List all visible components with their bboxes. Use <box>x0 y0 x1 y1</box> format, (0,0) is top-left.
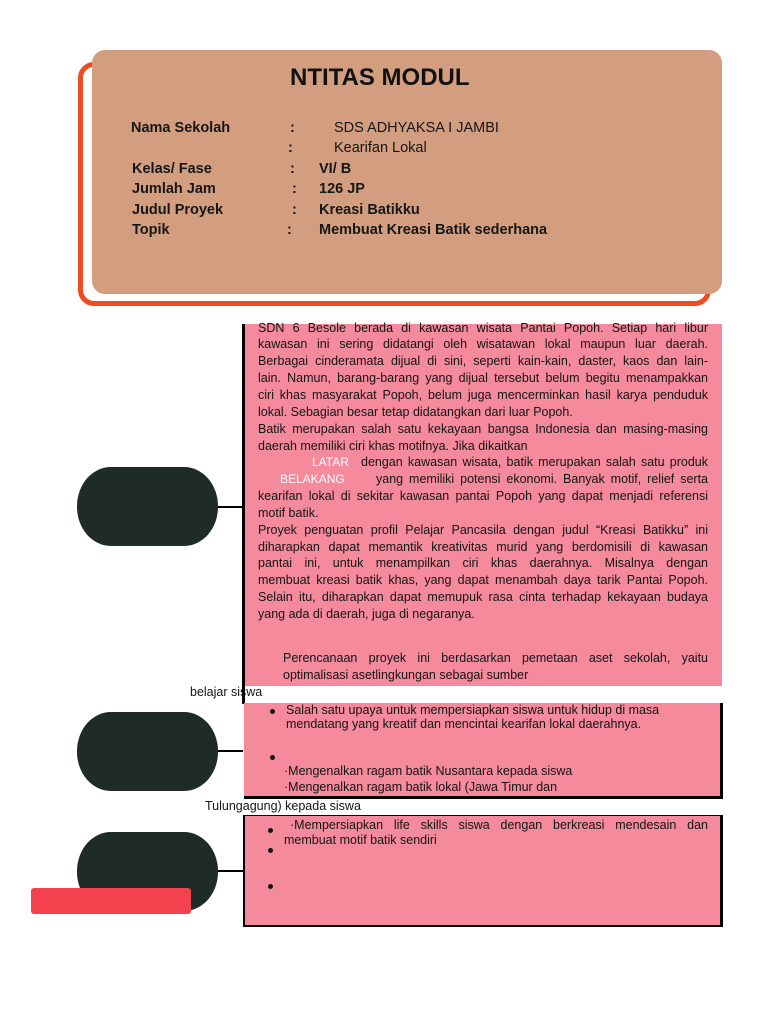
identity-separator: : <box>292 202 297 218</box>
text-line: lokal. Sebagian besar tetap didatangkan dari luar Popoh. <box>258 404 573 419</box>
identity-label: Topik <box>132 222 170 238</box>
identity-value: VI/ B <box>319 161 352 177</box>
panel-left-rule <box>242 324 245 704</box>
text-line <box>258 454 708 471</box>
identity-row-theme <box>92 139 722 157</box>
text-line-content: yang memiliki potensi ekonomi. Banyak motif, relief serta <box>376 472 708 487</box>
module-identity-card <box>92 50 722 294</box>
goal-text-line: mendatang yang kreatif dan mencintai kearifan lokal daerahnya. <box>286 716 642 731</box>
text-line: Proyek penguatan profil Pelajar Pancasila dengan judul “Kreasi Batikku” ini <box>258 522 708 537</box>
skills-text-line: membuat motif batik sendiri <box>284 832 437 847</box>
text-line: pantai ini, untuk menampilkan ciri khas daerahnya. Misalnya dengan <box>258 556 708 571</box>
bullet-icon <box>268 828 273 833</box>
background-text <box>258 320 708 623</box>
text-line: diharapkan dapat memantik kreativitas murid yang berdomisili di kawasan <box>258 539 708 554</box>
text-line: SDN 6 Besole berada di kawasan wisata Pantai Popoh. Setiap hari libur <box>258 320 708 335</box>
bullet-icon <box>270 755 275 760</box>
identity-label: Nama Sekolah <box>131 120 231 136</box>
identity-separator: : <box>292 181 297 197</box>
text-line: yang ada di daerah, juga di negaranya. <box>258 606 475 621</box>
text-line: Berbagai cinderamata dijual di sini, seperti kain-kain, daster, kaos dan lain- <box>258 354 708 369</box>
connector-line <box>218 506 243 508</box>
identity-value: Membuat Kreasi Batik sederhana <box>319 222 548 238</box>
bullet-icon <box>268 848 273 853</box>
identity-value: Kearifan Lokal <box>334 140 427 156</box>
identity-separator: : <box>290 120 295 136</box>
text-line: kearifan lokal di sekitar kawasan pantai Popoh yang dapat menjadi referensi <box>258 489 708 504</box>
identity-value: Kreasi Batikku <box>319 202 420 218</box>
section-label-belakang: BELAKANG <box>280 472 345 487</box>
text-line <box>258 471 708 488</box>
text-line: kawasan ini sering didatangi oleh wisatawan lokal maupun luar daerah. <box>258 337 708 352</box>
identity-separator: : <box>288 140 293 156</box>
module-title: NTITAS MODUL <box>290 64 470 91</box>
identity-row-topic <box>92 221 722 239</box>
text-line: daerah memiliki ciri khas motifnya. Jika dikaitkan <box>258 438 528 453</box>
connector-line <box>218 870 243 872</box>
section-marker-pill <box>77 712 218 791</box>
overflow-text-line: Tulungagung) kepada siswa <box>205 798 361 813</box>
text-line: Perencanaan proyek ini berdasarkan pemetaan aset sekolah, yaitu <box>283 650 708 665</box>
overflow-text-line: belajar siswa <box>190 684 263 699</box>
identity-row-project <box>92 201 722 219</box>
text-line-content: dengan kawasan wisata, batik merupakan salah satu produk <box>361 455 708 470</box>
bullet-icon <box>268 884 273 889</box>
text-line: motif batik. <box>258 505 319 520</box>
goal-text-line: ·Mengenalkan ragam batik lokal (Jawa Timur dan <box>284 779 558 794</box>
identity-value: 126 JP <box>319 181 365 197</box>
identity-row-class <box>92 160 722 178</box>
identity-row-school <box>92 119 722 137</box>
identity-row-hours <box>92 180 722 198</box>
skills-text-line: ·Mempersiapkan life skills siswa dengan berkreasi mendesain dan <box>290 817 708 832</box>
identity-label: Jumlah Jam <box>132 181 216 197</box>
connector-line <box>218 750 243 752</box>
text-line: lain. Namun, barang-barang yang dijual tersebut belum begitu menampakkan <box>258 371 708 386</box>
text-line: ciri khas masyarakat Popoh, belum juga mencerminkan hasil karya penduduk <box>258 387 708 402</box>
text-line: Batik merupakan salah satu kekayaan bangsa Indonesia dan masing-masing <box>258 421 708 436</box>
planning-text <box>283 650 708 685</box>
text-line: Selain itu, diharapkan dapat memupuk rasa cinta terhadap kekayaan budaya <box>258 590 708 605</box>
section-label-latar: LATAR <box>312 455 349 470</box>
goal-text-line: ·Mengenalkan ragam batik Nusantara kepada siswa <box>284 763 573 778</box>
identity-label: Kelas/ Fase <box>132 161 212 177</box>
identity-separator: : <box>290 161 295 177</box>
identity-value: SDS ADHYAKSA I JAMBI <box>334 120 499 136</box>
text-line: membuat kreasi batik khas, yang dapat menambah daya tarik Pantai Popoh. <box>258 573 708 588</box>
identity-separator: : <box>287 222 292 238</box>
bullet-icon <box>270 709 275 714</box>
accent-bar <box>31 888 191 914</box>
section-marker-pill <box>77 467 218 546</box>
text-line: optimalisasi asetlingkungan sebagai sumber <box>283 668 529 683</box>
goal-text-line: Salah satu upaya untuk mempersiapkan siswa untuk hidup di masa <box>286 702 660 717</box>
identity-label: Judul Proyek <box>132 202 224 218</box>
